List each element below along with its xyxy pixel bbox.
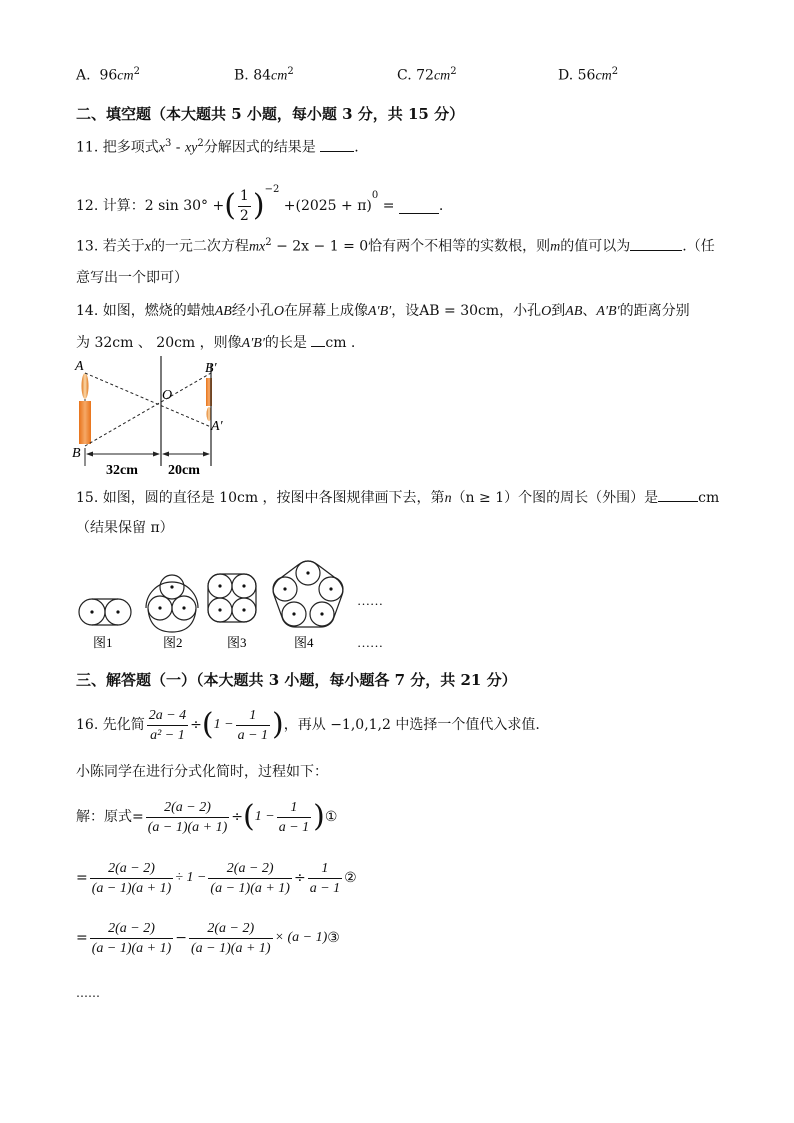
label-32cm: 32cm [106, 463, 138, 478]
question-13: 13. 若关于x的一元二次方程$mx^2 - 2x - 1 = 0$恰有两个不相等的实数根，则m的值可以为 .（任 [76, 237, 715, 255]
section-3-title: 三、解答题（一）（本大题共 3 小题，每小题各 7 分，共 21 分） [76, 671, 517, 689]
option-d: D. $56cm^2$ [558, 66, 619, 84]
pattern-1 [79, 599, 131, 625]
answer-blank[interactable] [630, 236, 682, 251]
option-c: C. $72cm^2$ [397, 66, 457, 84]
question-14-line2: 为 32cm 、 20cm ，则像A′B′的长是 cm . [76, 332, 355, 354]
option-b: B. $84cm^2$ [234, 66, 294, 84]
pattern-label-4: 图4 [294, 635, 314, 650]
candle-pinhole-figure [68, 356, 228, 480]
label-20cm: 20cm [168, 463, 200, 478]
section-2-title: 二、填空题（本大题共 5 小题，每小题 3 分，共 15 分） [76, 105, 465, 123]
pattern-ellipsis: …… [357, 593, 383, 608]
question-13-continued: 意写出一个即可） [76, 270, 188, 286]
solution-ellipsis: …… [76, 986, 100, 1000]
question-15-note: （结果保留 π） [76, 520, 174, 536]
student-intro: 小陈同学在进行分式化简时，过程如下： [76, 764, 328, 780]
label-a: A [75, 359, 84, 374]
pattern-label-2: 图2 [163, 635, 183, 650]
question-15: 15. 如图，圆的直径是 10cm ，按图中各图规律画下去，第n（n ≥ 1）个图的周长（外围）是 cm [76, 487, 719, 509]
label-b: B [72, 446, 81, 461]
label-b-prime: B′ [205, 361, 217, 376]
answer-blank[interactable] [399, 199, 439, 214]
pattern-label-3: 图3 [227, 635, 247, 650]
answer-blank[interactable] [320, 137, 354, 152]
candle-body [79, 401, 91, 444]
label-a-prime: A′ [211, 419, 223, 434]
pattern-2 [146, 575, 198, 632]
option-a: A. $96cm^2$ [76, 66, 140, 84]
answer-blank[interactable] [658, 487, 698, 502]
solution-step-1: 解：原式= $\frac{2(a - 2)}{(a - 1)(a + 1)}$ ÷(1 − $\frac{1}{a - 1}$ )① [76, 799, 338, 835]
question-12: 12. 计算：2 sin 30° +( $\frac{1}{2}$ )$^{-2} +(2025 + \pi)^0$ = . [76, 184, 444, 224]
question-14: 14. 如图，燃烧的蜡烛AB经小孔O在屏幕上成像A′B′，设AB = 30cm，小孔O到AB、A′B′的距离分别 [76, 303, 690, 319]
pattern-label-ellipsis: …… [357, 635, 383, 650]
candle-flame [82, 373, 89, 399]
label-o: O [162, 388, 173, 403]
question-11: 11. 把多项式$x^3 - xy^2$分解因式的结果是 . [76, 138, 359, 156]
pattern-4 [273, 561, 343, 627]
question-16: 16. 先化简 $\frac{2a - 4}{\text{a² − 1}}$ ÷(1 − $\frac{1}{a - 1}$ )，再从 −1,0,1,2 中选择一个值代入求值. [76, 707, 540, 743]
solution-step-3: = $\frac{2(a - 2)}{(a - 1)(a + 1)}$ − $\frac{2(a - 2)}{(a - 1)(a + 1)}$ × (a − 1)③ [76, 920, 340, 956]
pattern-3 [208, 574, 256, 622]
pattern-label-1: 图1 [93, 635, 113, 650]
answer-blank[interactable] [311, 332, 325, 347]
solution-step-2: = $\frac{2(a - 2)}{(a - 1)(a + 1)}$ ÷ 1 − $\frac{2(a - 2)}{(a - 1)(a + 1)}$ ÷ $\frac{1}{a - 1}$ ② [76, 860, 357, 896]
circle-pattern-figure [72, 548, 392, 658]
